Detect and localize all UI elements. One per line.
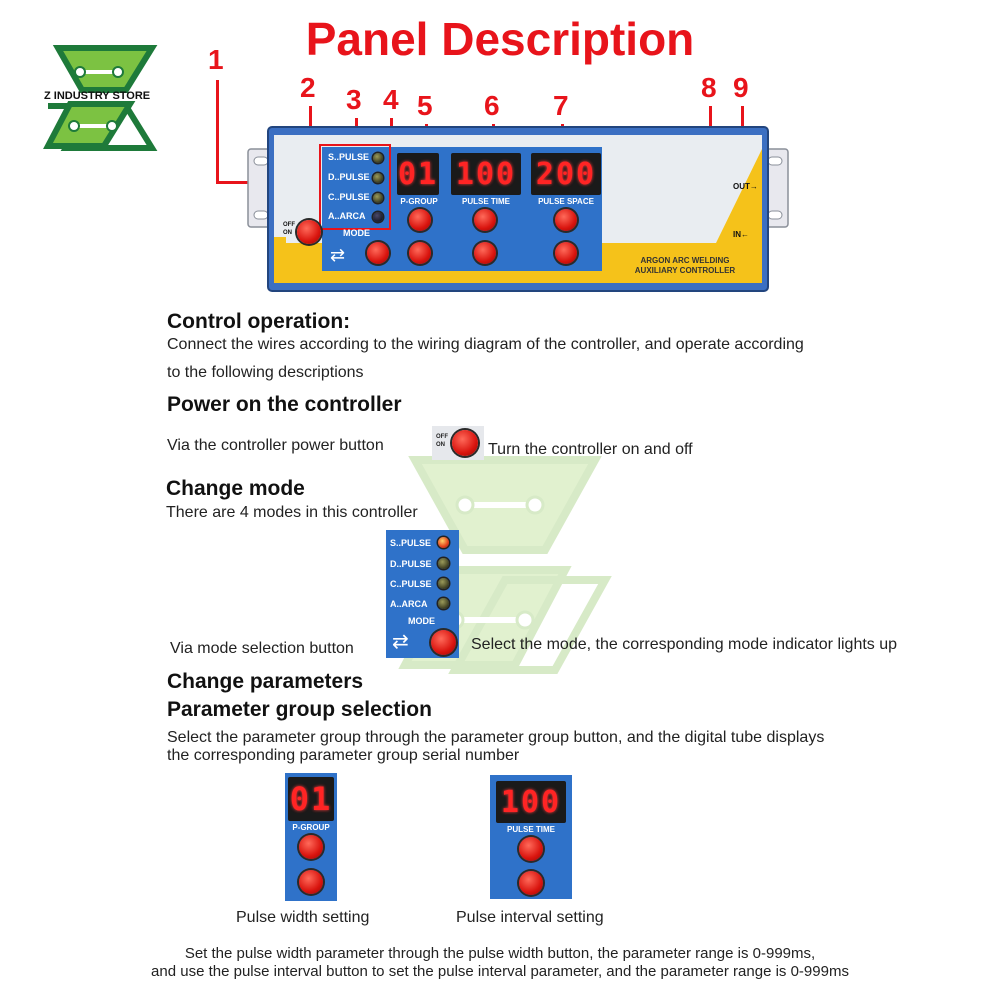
leader-line-1 bbox=[216, 80, 219, 183]
mini-pulse-time-up-button bbox=[519, 837, 543, 861]
caption-pulse-interval: Pulse interval setting bbox=[456, 909, 604, 926]
pulse-space-down-button[interactable] bbox=[555, 242, 577, 264]
pulse-time-display bbox=[451, 153, 521, 195]
footer-line2: and use the pulse interval button to set the pulse interval parameter, and the parameter range is 0-999ms bbox=[151, 963, 849, 980]
mini-pgroup-up-button bbox=[299, 835, 323, 859]
power-on-result: Turn the controller on and off bbox=[488, 441, 693, 458]
mini-mode-a-arca: A..ARCA bbox=[390, 599, 428, 609]
pulse-space-label: PULSE SPACE bbox=[538, 197, 594, 206]
change-mode-heading: Change mode bbox=[166, 477, 305, 500]
pulse-space-display bbox=[531, 153, 601, 195]
pulse-time-down-button[interactable] bbox=[474, 242, 496, 264]
param-group-heading: Parameter group selection bbox=[167, 698, 432, 721]
pulse-space-display-value: 200 bbox=[535, 156, 597, 192]
control-operation-line1: Connect the wires according to the wiring diagram of the controller, and operate according bbox=[167, 336, 804, 353]
change-mode-desc: There are 4 modes in this controller bbox=[166, 504, 418, 521]
mini-mode-label: MODE bbox=[408, 616, 435, 626]
mode-label-d-pulse: D..PULSE bbox=[328, 172, 370, 182]
mode-indicator-s-pulse bbox=[373, 153, 383, 163]
thumb-on-label: ON bbox=[436, 442, 445, 448]
callout-8: 8 bbox=[701, 72, 717, 103]
pgroup-up-button[interactable] bbox=[409, 209, 431, 231]
pgroup-thumbnail bbox=[285, 773, 337, 901]
mini-mode-button bbox=[431, 630, 456, 655]
callout-4: 4 bbox=[383, 84, 399, 115]
control-operation-line2: to the following descriptions bbox=[167, 364, 364, 381]
callout-9: 9 bbox=[733, 72, 749, 103]
power-button[interactable] bbox=[297, 220, 321, 244]
brand-line-1: ARGON ARC WELDING bbox=[640, 256, 730, 265]
mini-pgroup-label: P-GROUP bbox=[292, 823, 330, 832]
mini-indicator-d-pulse bbox=[438, 558, 449, 569]
footer-line1: Set the pulse width parameter through the pulse width button, the parameter range is 0-999ms, bbox=[184, 945, 816, 962]
change-mode-result: Select the mode, the corresponding mode indicator lights up bbox=[471, 636, 898, 653]
callout-7: 7 bbox=[553, 90, 569, 121]
mini-pulse-time-display bbox=[496, 781, 566, 823]
pgroup-label: P-GROUP bbox=[400, 197, 438, 206]
mini-mode-c-pulse: C..PULSE bbox=[390, 579, 432, 589]
cycle-arrows-icon: ⇄ bbox=[330, 245, 346, 265]
out-terminal-label: OUT→ bbox=[733, 182, 758, 191]
callout-1: 1 bbox=[208, 44, 224, 75]
change-params-heading: Change parameters bbox=[167, 670, 364, 693]
pgroup-display-value: 01 bbox=[397, 156, 439, 192]
change-params-line1: Select the parameter group through the parameter group button, and the digital tube displays bbox=[167, 729, 825, 746]
pgroup-down-button[interactable] bbox=[409, 242, 431, 264]
mini-mode-s-pulse: S..PULSE bbox=[390, 538, 432, 548]
page-title: Panel Description bbox=[305, 13, 695, 65]
mode-indicator-a-arca bbox=[373, 212, 383, 222]
brand-line-2: AUXILIARY CONTROLLER bbox=[634, 266, 736, 275]
mini-pgroup-down-button bbox=[299, 870, 323, 894]
mini-pgroup-display bbox=[288, 777, 334, 821]
mode-indicator-d-pulse bbox=[373, 173, 383, 183]
mini-pulse-time-label: PULSE TIME bbox=[506, 825, 555, 834]
callout-5: 5 bbox=[417, 90, 433, 121]
mini-cycle-arrows-icon: ⇄ bbox=[392, 631, 409, 653]
power-on-label: ON bbox=[283, 230, 292, 236]
pulse-time-display-value: 100 bbox=[455, 156, 517, 192]
pgroup-display bbox=[397, 153, 439, 195]
mode-label-s-pulse: S..PULSE bbox=[328, 152, 370, 162]
in-terminal-label: IN← bbox=[733, 230, 749, 239]
logo-text: Z INDUSTRY STORE bbox=[44, 90, 151, 102]
callout-3: 3 bbox=[346, 84, 362, 115]
power-on-via: Via the controller power button bbox=[167, 437, 384, 454]
power-on-heading: Power on the controller bbox=[167, 393, 402, 416]
thumb-power-button bbox=[452, 430, 478, 456]
mini-indicator-c-pulse bbox=[438, 578, 449, 589]
power-off-label: OFF bbox=[283, 222, 295, 228]
pulse-time-up-button[interactable] bbox=[474, 209, 496, 231]
mode-label: MODE bbox=[343, 228, 370, 238]
mode-select-button[interactable] bbox=[367, 242, 389, 264]
mini-pulse-time-down-button bbox=[519, 871, 543, 895]
pulse-time-label: PULSE TIME bbox=[461, 197, 510, 206]
pulse-space-up-button[interactable] bbox=[555, 209, 577, 231]
mode-indicator-c-pulse bbox=[373, 193, 383, 203]
mode-selector-thumbnail bbox=[386, 530, 459, 658]
mini-mode-d-pulse: D..PULSE bbox=[390, 559, 432, 569]
mini-indicator-s-pulse bbox=[438, 537, 449, 548]
change-params-line2: the corresponding parameter group serial number bbox=[167, 747, 520, 764]
callout-6: 6 bbox=[484, 90, 500, 121]
mode-label-a-arca: A..ARCA bbox=[328, 211, 366, 221]
mode-label-c-pulse: C..PULSE bbox=[328, 192, 370, 202]
mini-pgroup-value: 01 bbox=[289, 780, 333, 818]
thumb-off-label: OFF bbox=[436, 434, 448, 440]
power-button-thumbnail bbox=[432, 426, 484, 460]
pulse-time-thumbnail bbox=[490, 775, 572, 899]
control-operation-heading: Control operation: bbox=[167, 310, 351, 333]
caption-pulse-width: Pulse width setting bbox=[236, 909, 370, 926]
mini-pulse-time-value: 100 bbox=[500, 784, 562, 820]
mini-indicator-a-arca bbox=[438, 598, 449, 609]
callout-2: 2 bbox=[300, 72, 316, 103]
change-mode-via: Via mode selection button bbox=[170, 640, 354, 657]
